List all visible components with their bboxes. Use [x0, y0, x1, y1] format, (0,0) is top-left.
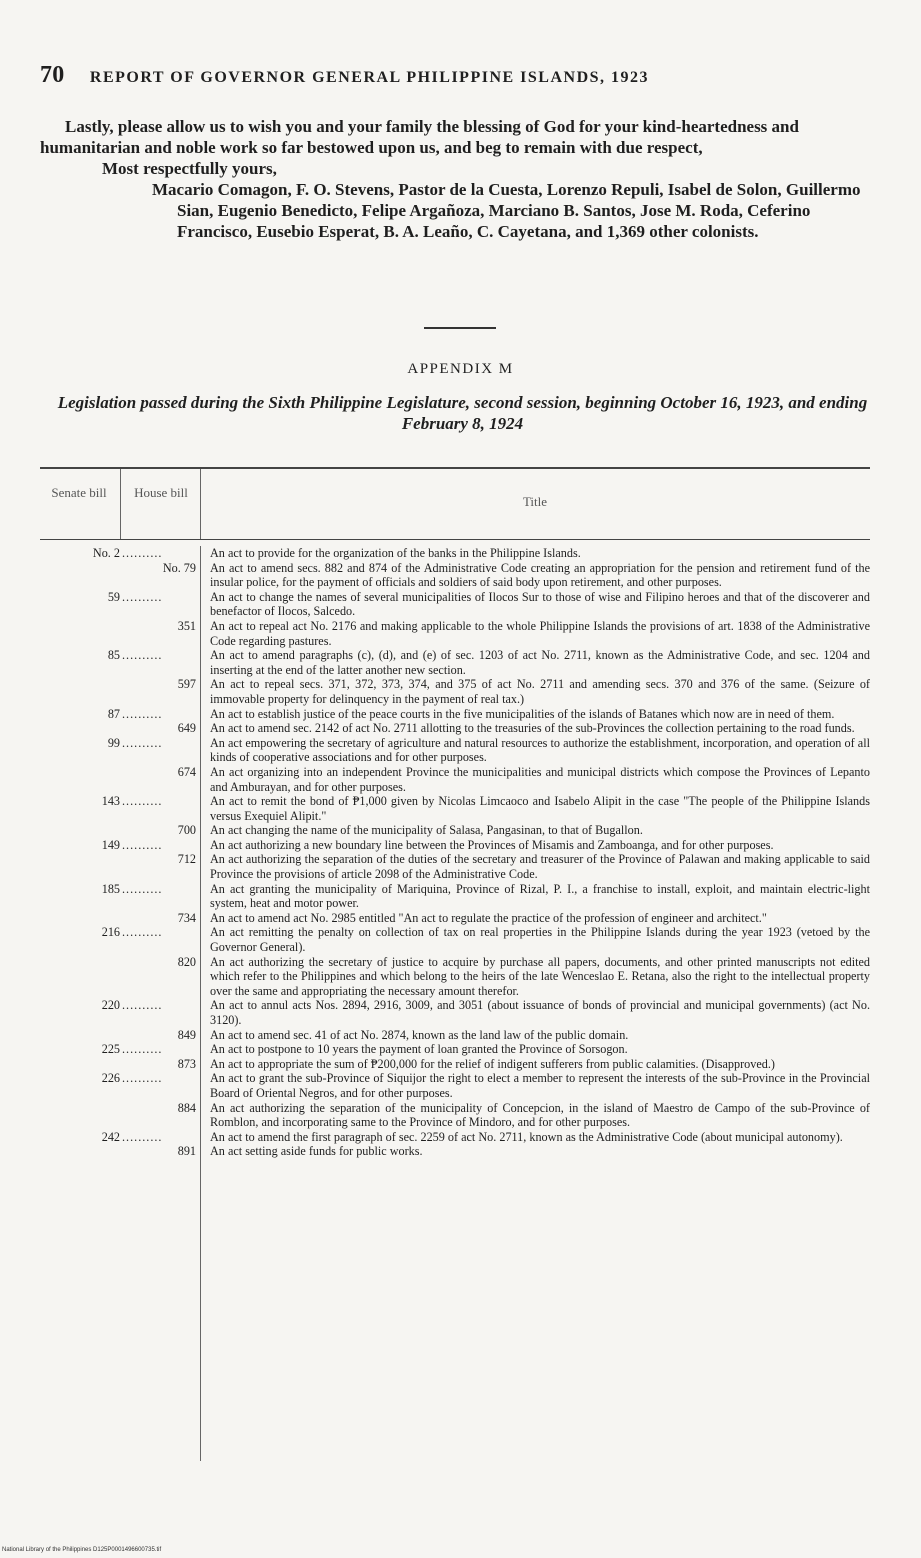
bill-title: An act to amend act No. 2985 entitled "An act to regulate the practice of the profession of engineer and architect."	[210, 910, 767, 925]
bill-title: An act to repeal act No. 2176 and making applicable to the whole Philippine Islands the provisions of art. 1838 of the Administrative Code regarding pastures.	[210, 618, 870, 648]
bill-title: An act to remit the bond of ₱1,000 given by Nicolas Limcaoco and Isabelo Alipit in the case "The people of the Philippine Islands versus Exequiel Alipit."	[210, 794, 870, 823]
house-bill-number: 884	[177, 1100, 196, 1115]
senate-bill-number: 149	[101, 837, 120, 852]
table-row	[40, 823, 870, 838]
table-row	[40, 852, 870, 881]
section-divider	[424, 327, 496, 329]
house-bill-number: 891	[177, 1144, 196, 1159]
table-row	[40, 1130, 870, 1145]
house-bill-number: ..........	[122, 881, 163, 896]
table-row	[40, 546, 870, 561]
senate-bill-number: 220	[101, 998, 120, 1013]
page-number: 70	[40, 62, 65, 88]
table-row	[40, 794, 870, 823]
house-bill-number: 674	[177, 764, 196, 779]
house-bill-number: ..........	[122, 794, 163, 809]
appendix-heading: APPENDIX M	[407, 361, 514, 377]
table-row	[40, 955, 870, 999]
house-bill-number: ..........	[122, 925, 163, 940]
bill-title: An act changing the name of the municipality of Salasa, Pangasinan, to that of Bugallon.	[210, 823, 643, 838]
table-row	[40, 721, 870, 736]
column-divider	[120, 469, 121, 539]
letter-closing	[40, 116, 885, 242]
house-bill-number: 849	[177, 1027, 196, 1042]
house-bill-number: ..........	[122, 648, 163, 663]
letter-signoff: Most respectfully yours,	[102, 159, 277, 178]
senate-bill-number: 242	[101, 1129, 120, 1144]
senate-bill-number: 216	[101, 925, 120, 940]
bill-title: An act to grant the sub-Province of Siquijor the right to elect a member to represent the interests of the sub-Province in the Provincial Board of Oriental Negros, and for other purposes.	[210, 1071, 870, 1100]
bill-title: An act to establish justice of the peace courts in the five municipalities of the islands of Batanes which now are in need of them.	[210, 706, 835, 721]
house-bill-number: ..........	[122, 735, 163, 750]
table-row	[40, 1028, 870, 1043]
table-row	[40, 561, 870, 590]
house-bill-number: 873	[177, 1056, 196, 1071]
running-title: REPORT OF GOVERNOR GENERAL PHILIPPINE ISLANDS, 1923	[89, 69, 650, 86]
house-bill-number: ..........	[122, 1042, 163, 1057]
appendix-subtitle: Legislation passed during the Sixth Philippine Legislature, second session, beginning October 16, 1923, and ending February 8, 1924	[57, 393, 868, 433]
bill-title: An act organizing into an independent Province the municipalities and municipal districts which compose the Provinces of Lepanto and Amburayan, and for other purposes.	[210, 764, 870, 794]
table-row	[40, 1071, 870, 1100]
senate-bill-number: 99	[107, 735, 120, 750]
table-row	[40, 1101, 870, 1130]
bill-title: An act to amend sec. 41 of act No. 2874, known as the land law of the public domain.	[210, 1027, 629, 1042]
bill-title: An act remitting the penalty on collection of tax on real properties in the Philippine Islands during the year 1923 (vetoed by the Governor General).	[210, 925, 870, 955]
senate-bill-number: 87	[107, 706, 120, 721]
bill-title: An act granting the municipality of Mariquina, Province of Rizal, P. I., a franchise to install, exploit, and maintain electric-light system, heat and motor power.	[210, 881, 870, 911]
bill-title: An act authorizing the separation of the duties of the secretary and treasurer of the Province of Palawan and making applicable to said Province the provisions of article 2098 of the Administrative Code.	[210, 852, 870, 882]
table-row	[40, 590, 870, 619]
bill-title: An act setting aside funds for public works.	[210, 1144, 423, 1159]
table-header	[40, 467, 870, 540]
table-row	[40, 1057, 870, 1072]
header-house-bill: House bill	[134, 485, 188, 500]
table-row	[40, 925, 870, 954]
bill-title: An act authorizing the secretary of justice to acquire by purchase all papers, documents, and other printed manuscripts not edited which refer to the Philippines and which belong to the heirs of the late Wenceslao E. Retana, also the right to the intellectual property over the same and appropriating the necessary amount therefor.	[210, 954, 870, 998]
table-row	[40, 619, 870, 648]
bill-title: An act to amend sec. 2142 of act No. 2711 allotting to the treasuries of the sub-Provinces the collection pertaining to the road funds.	[210, 721, 855, 736]
house-bill-number: 820	[177, 954, 196, 969]
bill-title: An act to amend paragraphs (c), (d), and (e) of sec. 1203 of act No. 2711, known as the Administrative Code, and sec. 1204 and inserting at the end of the latter another new section.	[210, 648, 870, 677]
senate-bill-number: 59	[107, 589, 120, 604]
letter-paragraph: Lastly, please allow us to wish you and your family the blessing of God for your kind-heartedness and humanitarian and noble work so far bestowed upon us, and beg to remain with due respect,	[40, 117, 799, 157]
bill-title: An act authorizing the separation of the municipality of Concepcion, in the island of Maestro de Campo of the sub-Province of Romblon, and incorporating same to the Province of Mindoro, and for other purposes.	[210, 1100, 870, 1130]
legislation-table-body	[40, 546, 870, 1159]
header-senate-bill: Senate bill	[51, 485, 107, 500]
house-bill-number: No. 79	[162, 560, 196, 575]
house-bill-number: 351	[177, 618, 196, 633]
header-title: Title	[522, 494, 548, 509]
senate-bill-number: 85	[107, 648, 120, 663]
senate-bill-number: 225	[101, 1042, 120, 1057]
house-bill-number: 649	[177, 721, 196, 736]
bill-title: An act to postpone to 10 years the payment of loan granted the Province of Sorsogon.	[210, 1042, 628, 1057]
senate-bill-number: 185	[101, 881, 120, 896]
bill-title: An act to repeal secs. 371, 372, 373, 374, and 375 of act No. 2711 and amending secs. 370 and 376 of the same. (Seizure of immovable property for delinquency in the payment of real tax.)	[210, 677, 870, 706]
bill-title: An act to annul acts Nos. 2894, 2916, 3009, and 3051 (about issuance of bonds of provincial and municipal governments) (act No. 3120).	[210, 998, 870, 1027]
house-bill-number: 734	[177, 910, 196, 925]
table-row	[40, 1042, 870, 1057]
bill-title: An act to appropriate the sum of ₱200,000 for the relief of indigent sufferers from public calamities. (Disapproved.)	[210, 1056, 775, 1071]
senate-bill-number: 143	[101, 794, 120, 809]
house-bill-number: 597	[177, 677, 196, 692]
house-bill-number: 700	[177, 823, 196, 838]
house-bill-number: ..........	[122, 589, 163, 604]
table-row	[40, 998, 870, 1027]
bill-title: An act to change the names of several municipalities of Ilocos Sur to those of wise and Filipino heroes and that of the discoverer and benefactor of Ilocos, Salcedo.	[210, 589, 870, 619]
house-bill-number: ..........	[122, 706, 163, 721]
table-row	[40, 648, 870, 677]
bill-title: An act authorizing a new boundary line between the Provinces of Misamis and Zamboanga, and for other purposes.	[210, 837, 774, 852]
house-bill-number: ..........	[122, 1129, 163, 1144]
bill-title: An act to amend the first paragraph of sec. 2259 of act No. 2711, known as the Administrative Code (about municipal autonomy).	[210, 1129, 843, 1144]
letter-signers: Macario Comagon, F. O. Stevens, Pastor de la Cuesta, Lorenzo Repuli, Isabel de Solon, Guillermo Sian, Eugenio Benedicto, Felipe Argañoza, Marciano B. Santos, Jose M. Roda, Ceferino Francisco, Eusebio Esperat, B. A. Leaño, C. Cayetana, and 1,369 other colonists.	[152, 180, 861, 241]
scan-footer: National Library of the Philippines D125P0001496600735.tif	[2, 1547, 162, 1553]
table-row	[40, 736, 870, 765]
bill-title: An act to amend secs. 882 and 874 of the Administrative Code creating an appropriation for the pension and retirement fund of the insular police, for the payment of officials and soldiers of said body upon retirement, and other purposes.	[210, 560, 870, 590]
house-bill-number: ..........	[122, 1071, 163, 1086]
table-row	[40, 1144, 870, 1159]
house-bill-number: ..........	[122, 837, 163, 852]
house-bill-number: ..........	[122, 998, 163, 1013]
bill-title: An act to provide for the organization of the banks in the Philippine Islands.	[210, 546, 581, 560]
senate-bill-number: No. 2	[92, 546, 120, 560]
bill-title: An act empowering the secretary of agriculture and natural resources to authorize the establishment, incorporation, and operation of all kinds of cooperative associations and for other purposes.	[210, 735, 870, 765]
table-row	[40, 911, 870, 926]
running-header	[40, 62, 900, 89]
table-row	[40, 707, 870, 722]
table-row	[40, 838, 870, 853]
table-row	[40, 677, 870, 706]
table-row	[40, 765, 870, 794]
house-bill-number: ..........	[122, 546, 163, 560]
senate-bill-number: 226	[101, 1071, 120, 1086]
house-bill-number: 712	[177, 852, 196, 867]
table-row	[40, 882, 870, 911]
